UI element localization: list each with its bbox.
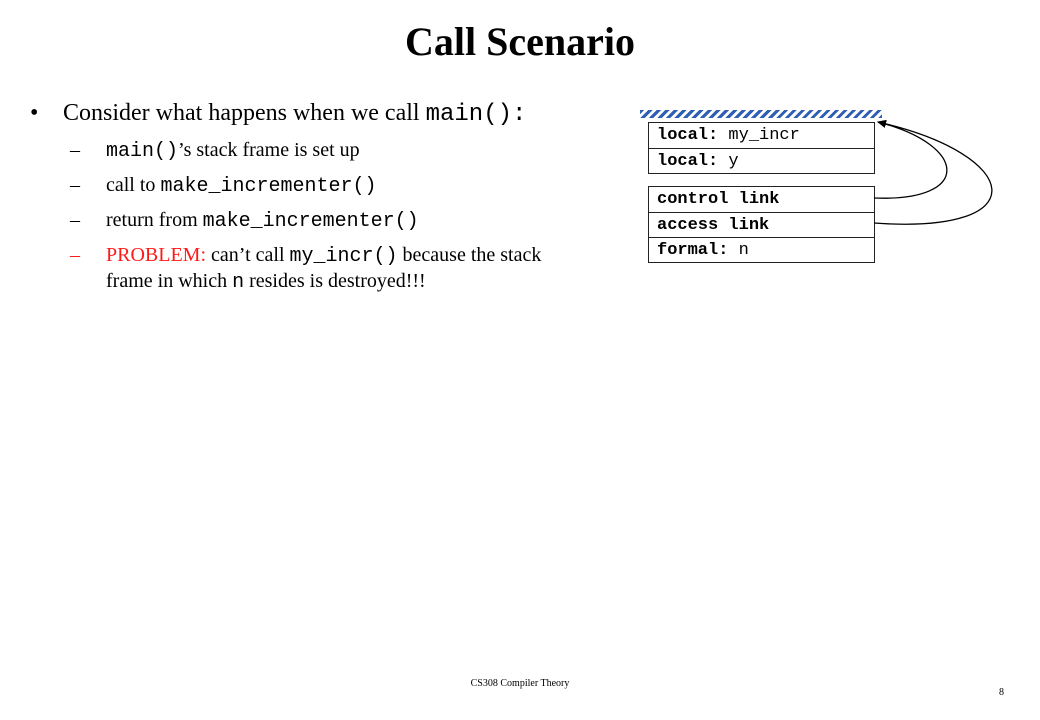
- problem-code-2: n: [232, 271, 245, 294]
- dash-marker: –: [70, 174, 80, 196]
- frame-cell-formal-n: formal: n: [649, 237, 874, 262]
- sub-item-text: call to: [106, 174, 156, 196]
- link-arrows: [638, 110, 1018, 290]
- sub-item-stack-frame: [70, 138, 590, 164]
- frame-cell-control-link: control link: [657, 190, 780, 209]
- frame-cell-local-my-incr: local: my_incr: [657, 126, 800, 145]
- problem-code-1: my_incr(): [289, 245, 398, 268]
- problem-text-3: resides is destroyed!!!: [249, 270, 426, 292]
- sub-item-text: return from: [106, 209, 198, 231]
- bullet-text: Consider what happens when we call: [63, 100, 420, 126]
- problem-text-1: can’t call: [211, 244, 285, 266]
- frame-cell-local-y: local: y: [649, 148, 874, 173]
- bullet-list: [30, 100, 590, 304]
- dash-marker: –: [70, 244, 80, 266]
- sub-item-return: [70, 208, 590, 234]
- bullet-marker: •: [30, 100, 39, 126]
- frame-cell-access-link: access link: [649, 212, 874, 237]
- bullet-code: main():: [425, 101, 527, 128]
- sub-item-text: ’s stack frame is set up: [178, 139, 360, 161]
- dash-marker: –: [70, 209, 80, 231]
- sub-item-code: make_incrementer(): [160, 175, 377, 198]
- sub-item-problem: [70, 243, 590, 295]
- dash-marker: –: [70, 139, 80, 161]
- sub-bullet-list: [30, 138, 590, 295]
- access-link-arrow: [874, 122, 992, 224]
- slide-footer: CS308 Compiler Theory: [470, 678, 570, 689]
- problem-label: PROBLEM:: [106, 244, 207, 266]
- sub-item-code: make_incrementer(): [202, 210, 419, 233]
- control-link-arrow: [874, 122, 947, 198]
- bullet-item: [30, 100, 590, 128]
- stack-diagram: [638, 110, 1018, 290]
- sub-item-call: [70, 173, 590, 199]
- slide-title: Call Scenario: [405, 19, 635, 64]
- problem-text-2: because the stack frame in which: [106, 244, 542, 292]
- page-number: 8: [999, 687, 1004, 698]
- sub-item-code: main(): [106, 140, 179, 163]
